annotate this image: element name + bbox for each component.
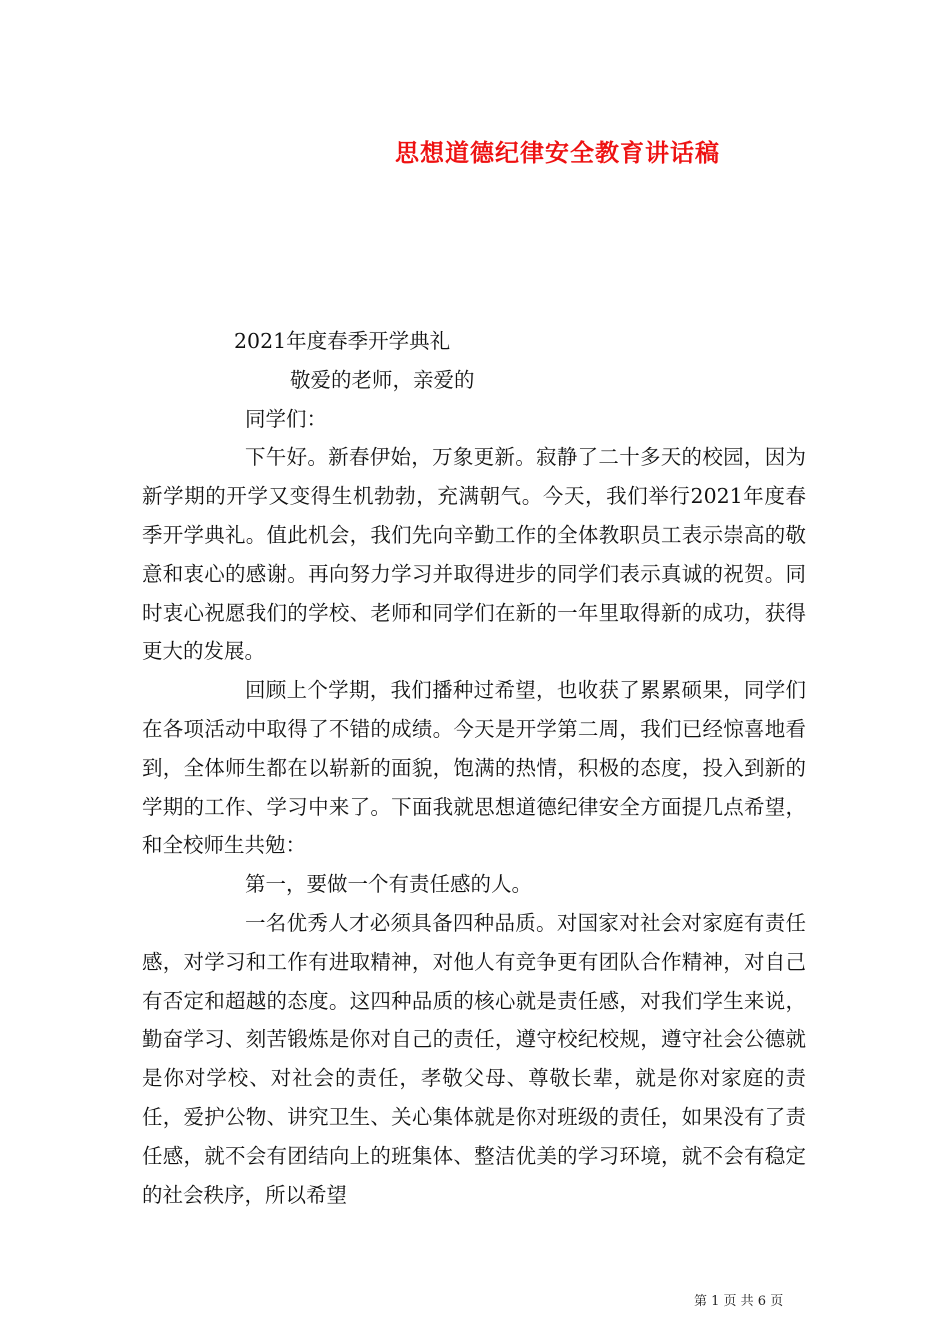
header-line: 2021年度春季开学典礼 xyxy=(234,329,451,353)
paragraph-review: 回顾上个学期，我们播种过希望，也收获了累累硕果，同学们在各项活动中取得了不错的成绩。今天是开学第二周，我们已经惊喜地看到，全体师生都在以崭新的面貌，饱满的热情，积极的态度，投入到新的学期的工作、学习中来了。下面我就思想道德纪律安全方面提几点希望，和全校师生共勉： xyxy=(142,678,806,858)
paragraph-opening: 下午好。新春伊始，万象更新。寂静了二十多天的校园，因为新学期的开学又变得生机勃勃，充满朝气。今天，我们举行2021年度春季开学典礼。值此机会，我们先向辛勤工作的全体教职员工表示崇高的敬意和衷心的感谢。再向努力学习并取得进步的同学们表示真诚的祝贺。同时衷心祝愿我们的学校、老师和同学们在新的一年里取得新的成功，获得更大的发展。 xyxy=(142,445,806,664)
document-body xyxy=(142,322,806,1214)
paragraph-responsibility: 一名优秀人才必须具备四种品质。对国家对社会对家庭有责任感，对学习和工作有进取精神，对他人有竞争更有团队合作精神，对自己有否定和超越的态度。这四种品质的核心就是责任感，对我们学生来说，勤奋学习、刻苦锻炼是你对自己的责任，遵守校纪校规，遵守社会公德就是你对学校、对社会的责任，孝敬父母、尊敬长辈，就是你对家庭的责任，爱护公物、讲究卫生、关心集体就是你对班级的责任，如果没有了责任感，就不会有团结向上的班集体、整洁优美的学习环境，就不会有稳定的社会秩序，所以希望 xyxy=(142,910,806,1207)
greeting-line-2: 同学们： xyxy=(245,406,327,431)
paragraph-heading-first: 第一，要做一个有责任感的人。 xyxy=(245,872,532,897)
document-title: 思想道德纪律安全教育讲话稿 xyxy=(395,139,720,167)
greeting-line-1: 敬爱的老师，亲爱的 xyxy=(290,367,475,392)
page-footer: 第 1 页 共 6 页 xyxy=(694,1294,784,1309)
